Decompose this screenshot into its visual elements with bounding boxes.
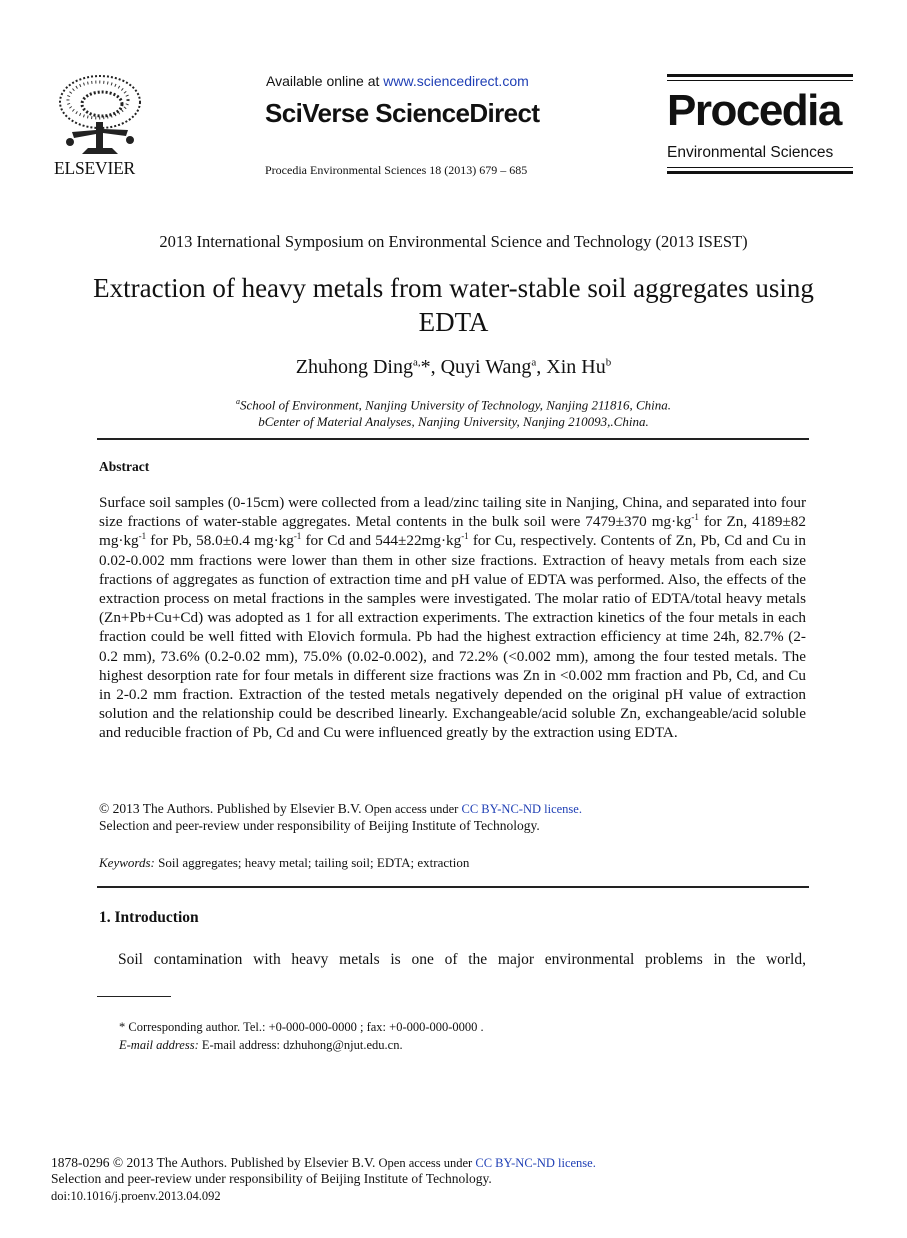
abstract-text: Surface soil samples (0-15cm) were collected from a lead/zinc tailing site in Nanjing, China, and separated into four size fractions of water-stable aggregates. Metal contents in the bulk soil were 7479±370 mg·kg <box>99 494 806 531</box>
author-name: Zhuhong Ding <box>295 356 413 378</box>
footer-review: Selection and peer-review under responsibility of Beijing Institute of Technology. <box>51 1171 492 1186</box>
affiliation-a <box>0 397 907 413</box>
unit-exponent: -1 <box>691 512 699 523</box>
section-heading: 1. Introduction <box>99 909 199 926</box>
keywords-label: Keywords: <box>99 855 155 870</box>
author-affiliation-mark: a <box>531 356 537 369</box>
logo-rule-top-thin <box>667 80 853 81</box>
author-name: Xin Hu <box>546 356 606 378</box>
footer-open-access: Open access under <box>375 1156 476 1170</box>
available-online <box>266 73 529 89</box>
abstract-text: for Pb, 58.0±0.4 mg·kg <box>146 532 294 550</box>
peer-review-line: Selection and peer-review under responsibility of Beijing Institute of Technology. <box>99 818 540 833</box>
unit-exponent: -1 <box>293 531 302 542</box>
footer-issn-copyright: 1878-0296 © 2013 The Authors. Published by Elsevier B.V. <box>51 1155 376 1170</box>
elsevier-logo <box>52 72 148 180</box>
paper-title: Extraction of heavy metals from water-stable soil aggregates using EDTA <box>93 273 814 337</box>
unit-exponent: -1 <box>461 531 469 542</box>
abstract-text: for Cu, respectively. Contents of Zn, Pb, Cd and Cu in 0.02-0.002 mm fractions were lower than them in other size fractions. Extraction of heavy metals from each size fractions of aggregates as function of extraction time and pH value of EDTA was performed. Also, the effects of the extraction process on metal fractions in the samples were investigated. The molar ratio of EDTA/total heavy metals (Zn+Pb+Cu+Cd) was adopted as 1 for all extraction experiments. The extraction kinetics of the four metals in each fraction could be well fitted with Elovich formula. Pb had the highest extraction efficiency at time 24h, 82.7% (2-0.2 mm), 73.6% (0.2-0.02 mm), 75.0% (0.02-0.002), and 72.2% (<0.002 mm), among the four tested metals. The highest desorption rate for four metals in different size fractions was Zn in <0.002 mm fraction and Pb, Cd, and Cu in 2-0.2 mm fraction. Extraction of the tested metals negatively depended on the original pH value of extraction solution and the relationship could be described linearly. Exchangeable/acid soluble Zn, exchangeable/acid soluble and reducible fraction of Pb, Cd and Cu were influenced greatly by the extraction using EDTA. <box>99 532 806 742</box>
corresponding-author-footnote: * Corresponding author. Tel.: +0-000-000-0000 ; fax: +0-000-000-0000 . <box>119 1020 484 1034</box>
divider-bottom <box>97 886 809 888</box>
sciencedirect-link[interactable]: www.sciencedirect.com <box>383 73 529 89</box>
abstract-text: for Zn, 4189±82 mg·kg <box>99 513 806 550</box>
affiliation-a-text: School of Environment, Nanjing University of Technology, Nanjing 211816, China. <box>239 397 672 413</box>
copyright-line <box>99 801 582 817</box>
logo-rule-bottom <box>667 171 853 174</box>
author-affiliation-mark: b <box>605 356 612 369</box>
keywords-text: Soil aggregates; heavy metal; tailing soil; EDTA; extraction <box>154 855 470 870</box>
abstract-heading: Abstract <box>99 459 150 474</box>
journal-name: Procedia <box>667 86 841 135</box>
publisher-name: ELSEVIER <box>54 158 136 178</box>
open-access-text: Open access under <box>361 802 462 816</box>
author-name: Quyi Wang <box>440 356 532 378</box>
abstract-text: for Cd and 544±22mg·kg <box>301 532 462 550</box>
available-prefix: Available online at <box>266 73 384 89</box>
author-separator: , <box>536 356 547 378</box>
procedia-logo <box>667 74 853 176</box>
logo-rule-bottom-thin <box>667 167 853 168</box>
conference-name: 2013 International Symposium on Environmental Science and Technology (2013 ISEST) <box>159 232 748 251</box>
author-affiliation-mark: a, <box>412 356 421 369</box>
affiliation-a-mark: a <box>235 397 240 406</box>
logo-rule-top <box>667 74 853 77</box>
affiliation-b: bCenter of Material Analyses, Nanjing University, Nanjing 210093,.China. <box>258 414 649 429</box>
copyright-text: © 2013 The Authors. Published by Elsevier B.V. <box>99 801 362 816</box>
footer-copyright <box>51 1155 596 1171</box>
email-footnote <box>119 1038 403 1053</box>
unit-exponent: -1 <box>138 531 147 542</box>
corresponding-mark: * <box>420 356 431 378</box>
platform-name: SciVerse ScienceDirect <box>265 98 540 128</box>
email-label: E-mail address: <box>119 1038 199 1052</box>
abstract-body <box>99 493 806 743</box>
author-separator: , <box>430 356 441 378</box>
footer-doi[interactable]: doi:10.1016/j.proenv.2013.04.092 <box>51 1189 221 1203</box>
divider-top <box>97 438 809 440</box>
footnote-rule <box>97 996 171 997</box>
journal-subtitle: Environmental Sciences <box>667 144 834 161</box>
intro-paragraph: Soil contamination with heavy metals is one of the major environmental problems in the world, <box>118 951 806 968</box>
license-link[interactable]: CC BY-NC-ND license. <box>461 802 582 816</box>
email-text: E-mail address: dzhuhong@njut.edu.cn. <box>198 1038 403 1052</box>
journal-citation: Procedia Environmental Sciences 18 (2013) 679 – 685 <box>265 163 528 177</box>
keywords-line <box>99 855 469 871</box>
author-list <box>0 356 907 379</box>
footer-license-link[interactable]: CC BY-NC-ND license. <box>475 1156 596 1170</box>
